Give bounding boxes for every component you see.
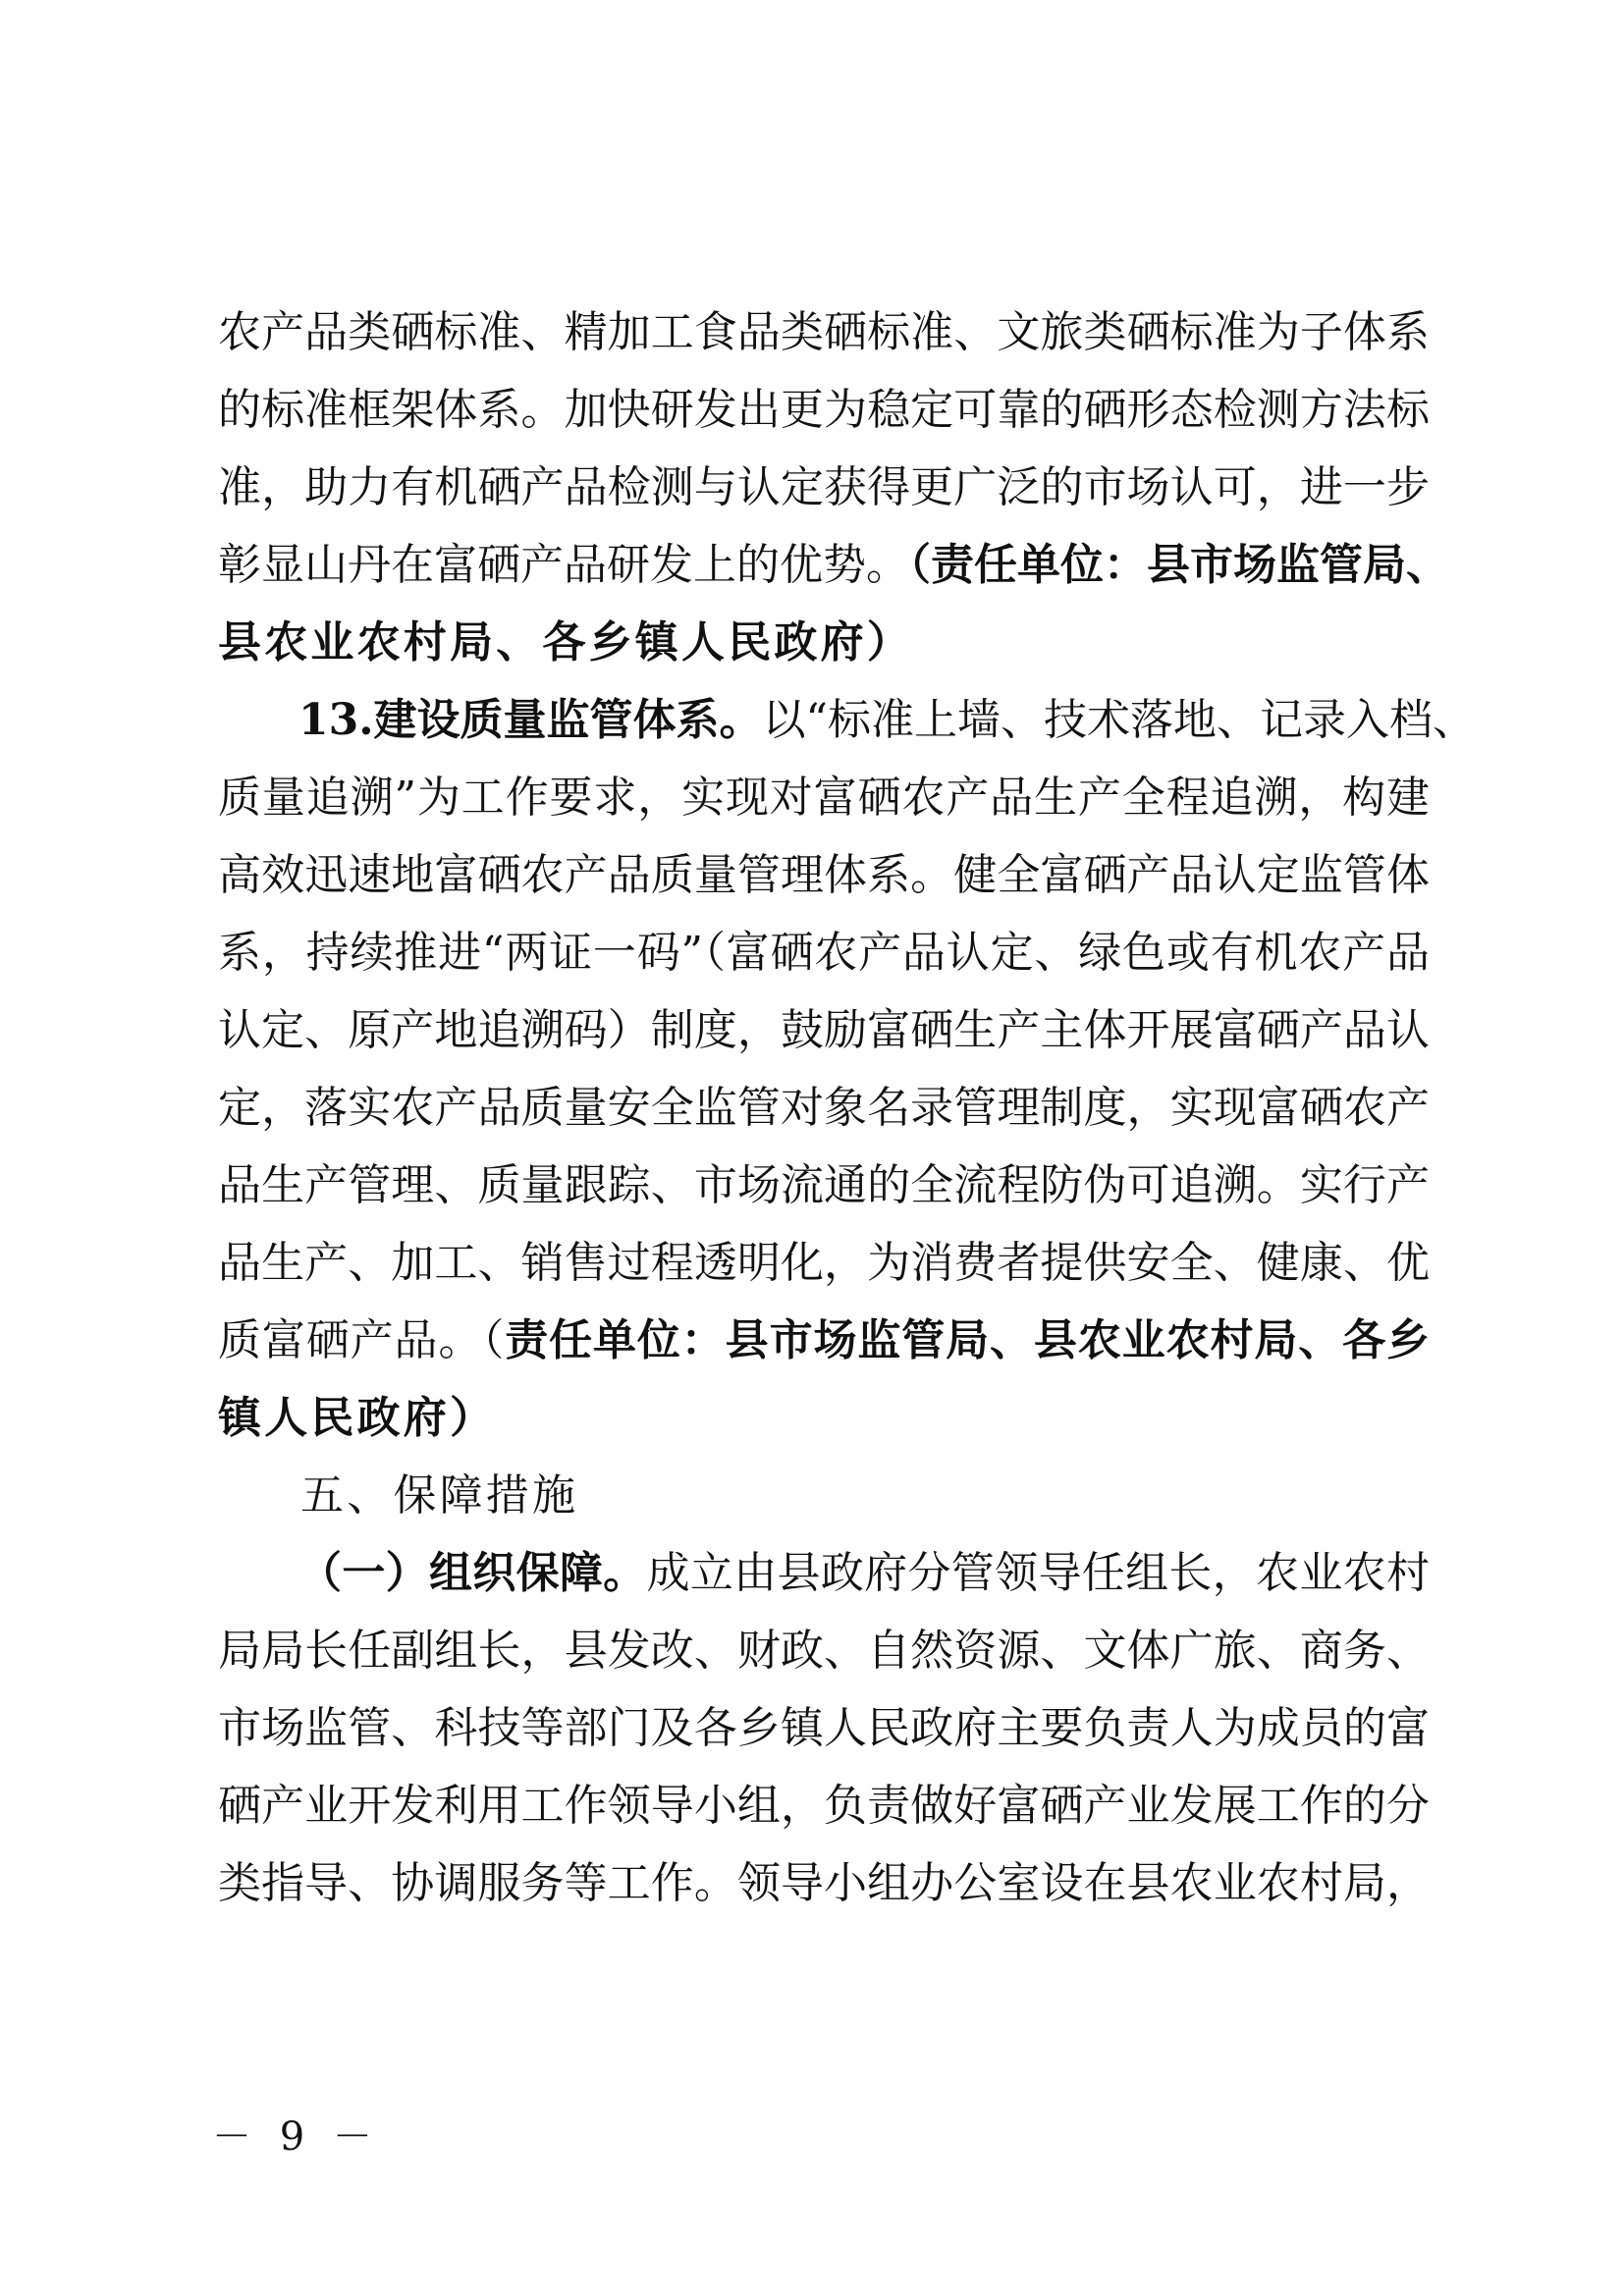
body-line [218, 1081, 1430, 1136]
responsibility-note: 责任单位：县市场监管局、县农业农村局、各乡 [505, 1315, 1431, 1365]
line-text: 品生产、加工、销售过程透明化，为消费者提供安全、健康、优 [218, 1238, 1430, 1288]
line-text: 类指导、协调服务等工作。领导小组办公室设在县农业农村局， [218, 1858, 1430, 1908]
line-text: 高效迅速地富硒农产品质量管理体系。健全富硒产品认定监管体 [218, 850, 1430, 900]
line-text: 准，助力有机硒产品检测与认定获得更广泛的市场认可，进一步 [218, 462, 1430, 512]
body-line [218, 771, 1430, 826]
body-line [218, 926, 1430, 981]
body-line [218, 1856, 1430, 1911]
line-text: 彰显山丹在富硒产品研发上的优势。 [218, 540, 909, 590]
section-1-line [298, 1546, 1430, 1601]
responsibility-note: 镇人民政府） [218, 1393, 497, 1443]
responsibility-note: （责任单位：县市场监管局、 [909, 540, 1449, 590]
item-heading: 13.建设质量监管体系。 [298, 695, 763, 745]
body-line [218, 1701, 1430, 1756]
body-line [218, 1779, 1430, 1834]
body-line [218, 538, 1449, 593]
section-heading-safeguards [300, 1468, 578, 1523]
body-line [218, 460, 1430, 515]
body-line [218, 383, 1430, 438]
body-line [218, 1313, 1430, 1368]
line-text: 市场监管、科技等部门及各乡镇人民政府主要负责人为成员的富 [218, 1703, 1430, 1753]
line-text: 农产品类硒标准、精加工食品类硒标准、文旅类硒标准为子体系 [218, 307, 1430, 357]
responsibility-note-line [218, 615, 913, 670]
section-13-line [298, 693, 1477, 748]
line-text: 系，持续推进“两证一码”（富硒农产品认定、绿色或有机农产品 [218, 928, 1430, 978]
page-number: － 9 － [212, 2114, 380, 2160]
body-line [218, 1003, 1430, 1058]
line-text: 质富硒产品。（ [218, 1315, 506, 1365]
line-text: 硒产业开发利用工作领导小组，负责做好富硒产业发展工作的分 [218, 1781, 1430, 1831]
body-line [218, 1158, 1430, 1213]
line-text: 认定、原产地追溯码）制度，鼓励富硒生产主体开展富硒产品认 [218, 1005, 1430, 1055]
line-text: 的标准框架体系。加快研发出更为稳定可靠的硒形态检测方法标 [218, 385, 1430, 435]
responsibility-note: 县农业农村局、各乡镇人民政府） [218, 617, 913, 667]
body-line [218, 305, 1430, 360]
body-line [218, 1624, 1430, 1679]
line-text: 局局长任副组长，县发改、财政、自然资源、文体广旅、商务、 [218, 1626, 1430, 1676]
section-heading: 五、保障措施 [300, 1470, 579, 1521]
body-line [218, 1236, 1430, 1291]
line-text: 质量追溯”为工作要求，实现对富硒农产品生产全程追溯，构建 [218, 773, 1430, 823]
line-text: 品生产管理、质量跟踪、市场流通的全流程防伪可追溯。实行产 [218, 1160, 1430, 1210]
responsibility-note-line [218, 1391, 496, 1446]
line-text: 定，落实农产品质量安全监管对象名录管理制度，实现富硒农产 [218, 1083, 1430, 1133]
line-text: 以“标准上墙、技术落地、记录入档、 [762, 695, 1477, 745]
line-text: 成立由县政府分管领导任组长，农业农村 [646, 1548, 1431, 1598]
item-heading: （一）组织保障。 [298, 1548, 647, 1598]
body-line [218, 848, 1430, 903]
